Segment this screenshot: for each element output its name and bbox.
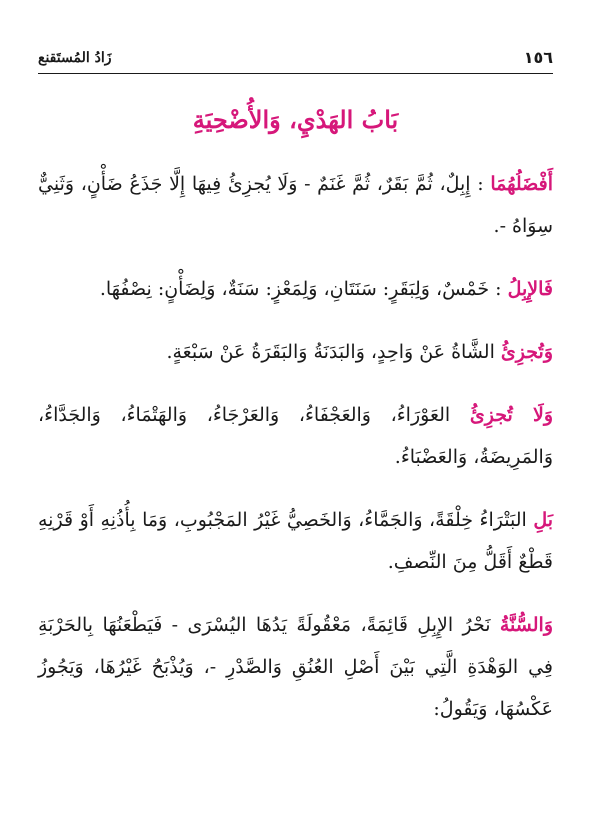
paragraph-text: العَوْرَاءُ، وَالعَجْفَاءُ، وَالعَرْجَاءُ، وَالهَتْمَاءُ، وَالجَدَّاءُ، وَالمَرِيضَةُ، وَالعَضْبَاءُ.: [38, 404, 553, 468]
paragraph-lead: فَالإِبِلُ: [507, 278, 553, 300]
paragraph-text: البَتْرَاءُ خِلْقَةً، وَالجَمَّاءُ، وَالخَصِيُّ غَيْرُ المَجْبُوبِ، وَمَا بِأُذُنِهِ أَوْ قَرْنِهِ قَطْعٌ أَقَلُّ مِنَ النِّصفِ.: [38, 509, 553, 573]
paragraph: [38, 163, 553, 247]
paragraph-lead: أَفْضَلُهُمَا: [490, 173, 553, 195]
paragraph-lead: وَلَا تُجزِئُ: [469, 404, 553, 426]
paragraph-text: : خَمْسٌ، وَلِبَقَرٍ: سَنَتَانِ، وَلِمَعْزٍ: سَنَةٌ، وَلِضَأْنٍ: نِصْفُهَا.: [99, 278, 502, 300]
paragraph-lead: بَلِ: [533, 509, 553, 531]
paragraph-lead: وَتُجزِئُ: [500, 341, 553, 363]
paragraph-text: الشَّاةُ عَنْ وَاحِدٍ، وَالبَدَنَةُ وَالبَقَرَةُ عَنْ سَبْعَةٍ.: [166, 341, 495, 363]
page-number: ١٥٦: [523, 48, 553, 67]
paragraph: [38, 604, 553, 730]
paragraph: [38, 394, 553, 478]
header-divider: [38, 73, 553, 74]
paragraph-lead: وَالسُّنَّةُ: [499, 614, 553, 636]
paragraph: [38, 499, 553, 583]
body-text: [38, 163, 553, 751]
paragraph: [38, 331, 553, 373]
paragraph-text: نَحْرُ الإِبِلِ قَائِمَةً، مَعْقُولَةً يَدُهَا اليُسْرَى - فَيَطْعَنُهَا بِالحَرْبَةِ فِي الوَهْدَةِ الَّتِي بَيْنَ أَصْلِ العُنُقِ وَالصَّدْرِ -، وَيُذْبَحُ غَيْرُهَا، وَيَجُوزُ عَكْسُهَا، وَيَقُولُ:: [38, 614, 553, 720]
chapter-title: بَابُ الهَدْيِ، وَالأُضْحِيَةِ: [192, 105, 399, 134]
page-header: [38, 40, 553, 74]
paragraph: [38, 268, 553, 310]
running-head-title: زَادُ المُستَقنع: [38, 50, 112, 66]
paragraph-text: : إِبِلٌ، ثُمَّ بَقَرٌ، ثُمَّ غَنَمٌ - وَلَا يُجزِئُ فِيهَا إِلَّا جَذَعُ ضَأْنٍ، وَثَنِيٌّ سِوَاهُ -.: [38, 173, 553, 237]
